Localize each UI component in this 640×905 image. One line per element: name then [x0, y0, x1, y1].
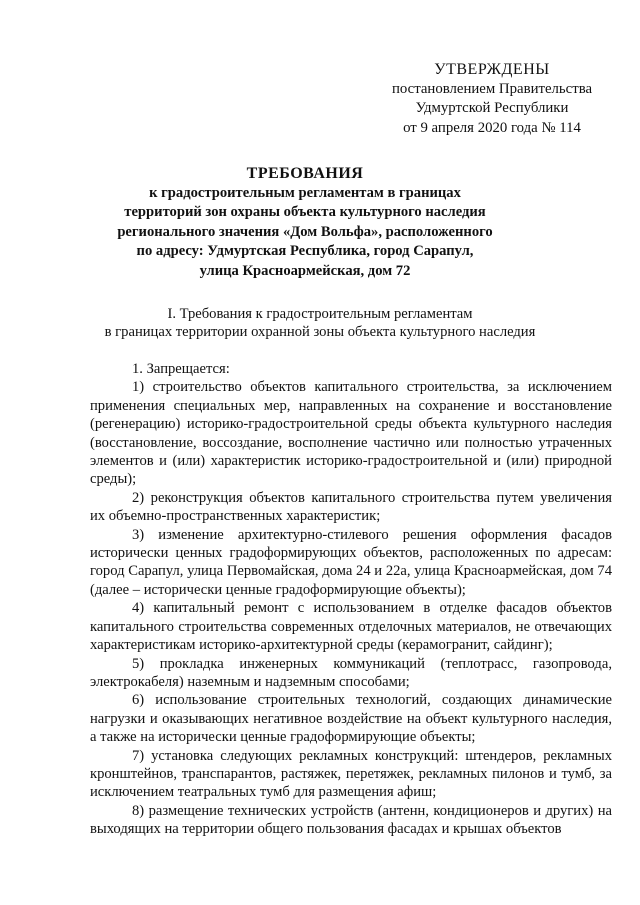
list-item: 5) прокладка инженерных коммуникаций (теплотрасс, газопровода, электрокабеля) наземным и надземным способами; [90, 655, 612, 690]
list-item: 7) установка следующих рекламных конструкций: штендеров, рекламных кронштейнов, транспарантов, растяжек, перетяжек, рекламных пилонов и тумб, за исключением театральных тумб для размещения афиш; [90, 747, 612, 801]
title-line: территорий зон охраны объекта культурного наследия [124, 204, 486, 221]
list-item: 1) строительство объектов капитального строительства, за исключением применения специальных мер, направленных на сохранение и восстановление (регенерацию) историко-градостроительной среды объекта культурного наследия (восстановление, воссоздание, восполнение частично или полностью утраченных элементов и (или) характеристик историко-градостроительной и (или) природной среды); [90, 379, 612, 488]
list-item: 6) использование строительных технологий, создающих динамические нагрузки и оказывающих негативное воздействие на объект культурного наследия, а также на исторически ценные градоформирующие объекты; [90, 692, 612, 746]
list-item: 2) реконструкция объектов капитального строительства путем увеличения их объемно-пространственных характеристик; [90, 489, 612, 525]
approval-line: от 9 апреля 2020 года № 114 [403, 119, 581, 136]
approval-stamp [372, 60, 612, 138]
title-line: к градостроительным регламентам в границах [149, 184, 461, 201]
approval-line: постановлением Правительства [391, 80, 593, 97]
document-title [70, 164, 540, 282]
list-item: 4) капитальный ремонт с использованием в отделке фасадов объектов капитального строительства современных отделочных материалов, не отвечающих характеристикам историко-архитектурной среды (керамогранит, сайдинг); [90, 600, 612, 654]
title-line: улица Красноармейская, дом 72 [199, 262, 411, 279]
title-main: ТРЕБОВАНИЯ [246, 165, 364, 182]
section-line: I. Требования к градостроительным регламентам [167, 306, 473, 322]
title-line: регионального значения «Дом Вольфа», расположенного [117, 223, 493, 240]
document-body [90, 360, 612, 839]
section-heading [90, 305, 550, 342]
clause-lead: 1. Запрещается: [132, 361, 230, 377]
title-line: по адресу: Удмуртская Республика, город Сарапул, [136, 243, 474, 260]
approval-line: Удмуртской Республики [415, 100, 569, 116]
list-item: 3) изменение архитектурно-стилевого решения оформления фасадов исторически ценных градоформирующих объектов, расположенных по адресам: город Сарапул, улица Первомайская, дома 24 и 22а, улица Красноармейская, дом 74 (далее – исторически ценные градоформирующие объекты); [90, 526, 612, 598]
approval-heading: УТВЕРЖДЕНЫ [434, 61, 550, 78]
list-item: 8) размещение технических устройств (антенн, кондиционеров и других) на выходящих на территории общего пользования фасадах и крышах объектов [90, 802, 612, 838]
section-line: в границах территории охранной зоны объекта культурного наследия [104, 324, 536, 341]
